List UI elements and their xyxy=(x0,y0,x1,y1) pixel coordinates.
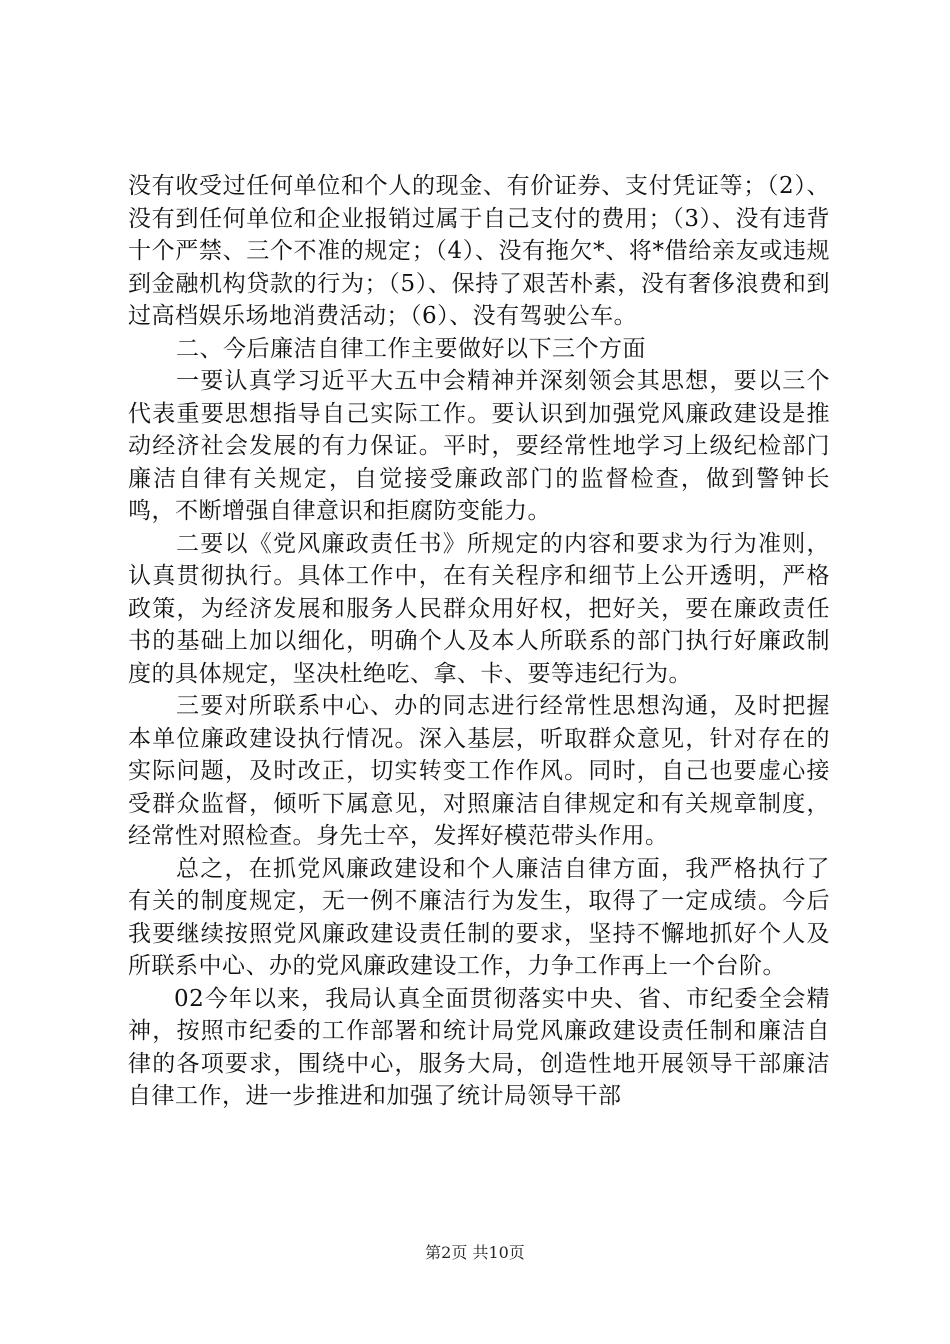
paragraph-summary: 总之，在抓党风廉政建设和个人廉洁自律方面，我严格执行了有关的制度规定，无一例不廉洁行为发生，取得了一定成绩。今后我要继续按照党风廉政建设责任制的要求，坚持不懈地抓好个人及所联系中心、办的党风廉政建设工作，力争工作再上一个台阶。 xyxy=(128,855,830,979)
paragraph-third-requirement: 三要对所联系中心、办的同志进行经常性思想沟通，及时把握本单位廉政建设执行情况。深入基层，听取群众意见，针对存在的实际问题，及时改正，切实转变工作作风。同时，自己也要虚心接受群众监督，倾听下属意见，对照廉洁自律规定和有关规章制度，经常性对照检查。身先士卒，发挥好模范带头作用。 xyxy=(128,693,830,849)
section-heading-future-work: 二、今后廉洁自律工作主要做好以下三个方面 xyxy=(176,335,646,362)
paragraph-second-requirement: 二要以《党风廉政责任书》所规定的内容和要求为行为准则，认真贯彻执行。具体工作中，在有关程序和细节上公开透明，严格政策，为经济发展和服务人民群众用好权，把好关，要在廉政责任书的基础上加以细化，明确个人及本人所联系的部门执行好廉政制度的具体规定，坚决杜绝吃、拿、卡、要等违纪行为。 xyxy=(128,530,830,687)
document-body xyxy=(128,170,830,1113)
paragraph-section-02: 02今年以来，我局认真全面贯彻落实中央、省、市纪委全会精神，按照市纪委的工作部署和统计局党风廉政建设责任制和廉洁自律的各项要求，围绕中心，服务大局，创造性地开展领导干部廉洁自律工作，进一步推进和加强了统计局领导干部 xyxy=(128,985,830,1109)
page-number-footer: 第2页 共10页 xyxy=(425,1243,525,1262)
paragraph-commitments: 没有收受过任何单位和个人的现金、有价证券、支付凭证等；（2）、没有到任何单位和企业报销过属于自己支付的费用；（3）、没有违背十个严禁、三个不准的规定；（4）、没有拖欠*、将*借给亲友或违规到金融机构贷款的行为；（5）、保持了艰苦朴素，没有奢侈浪费和到过高档娱乐场地消费活动；（6）、没有驾驶公车。 xyxy=(128,173,830,329)
paragraph-first-requirement: 一要认真学习近平大五中会精神并深刻领会其思想，要以三个代表重要思想指导自己实际工作。要认识到加强党风廉政建设是推动经济社会发展的有力保证。平时，要经常性地学习上级纪检部门廉洁自律有关规定，自觉接受廉政部门的监督检查，做到警钟长鸣，不断增强自律意识和拒腐防变能力。 xyxy=(128,368,830,524)
